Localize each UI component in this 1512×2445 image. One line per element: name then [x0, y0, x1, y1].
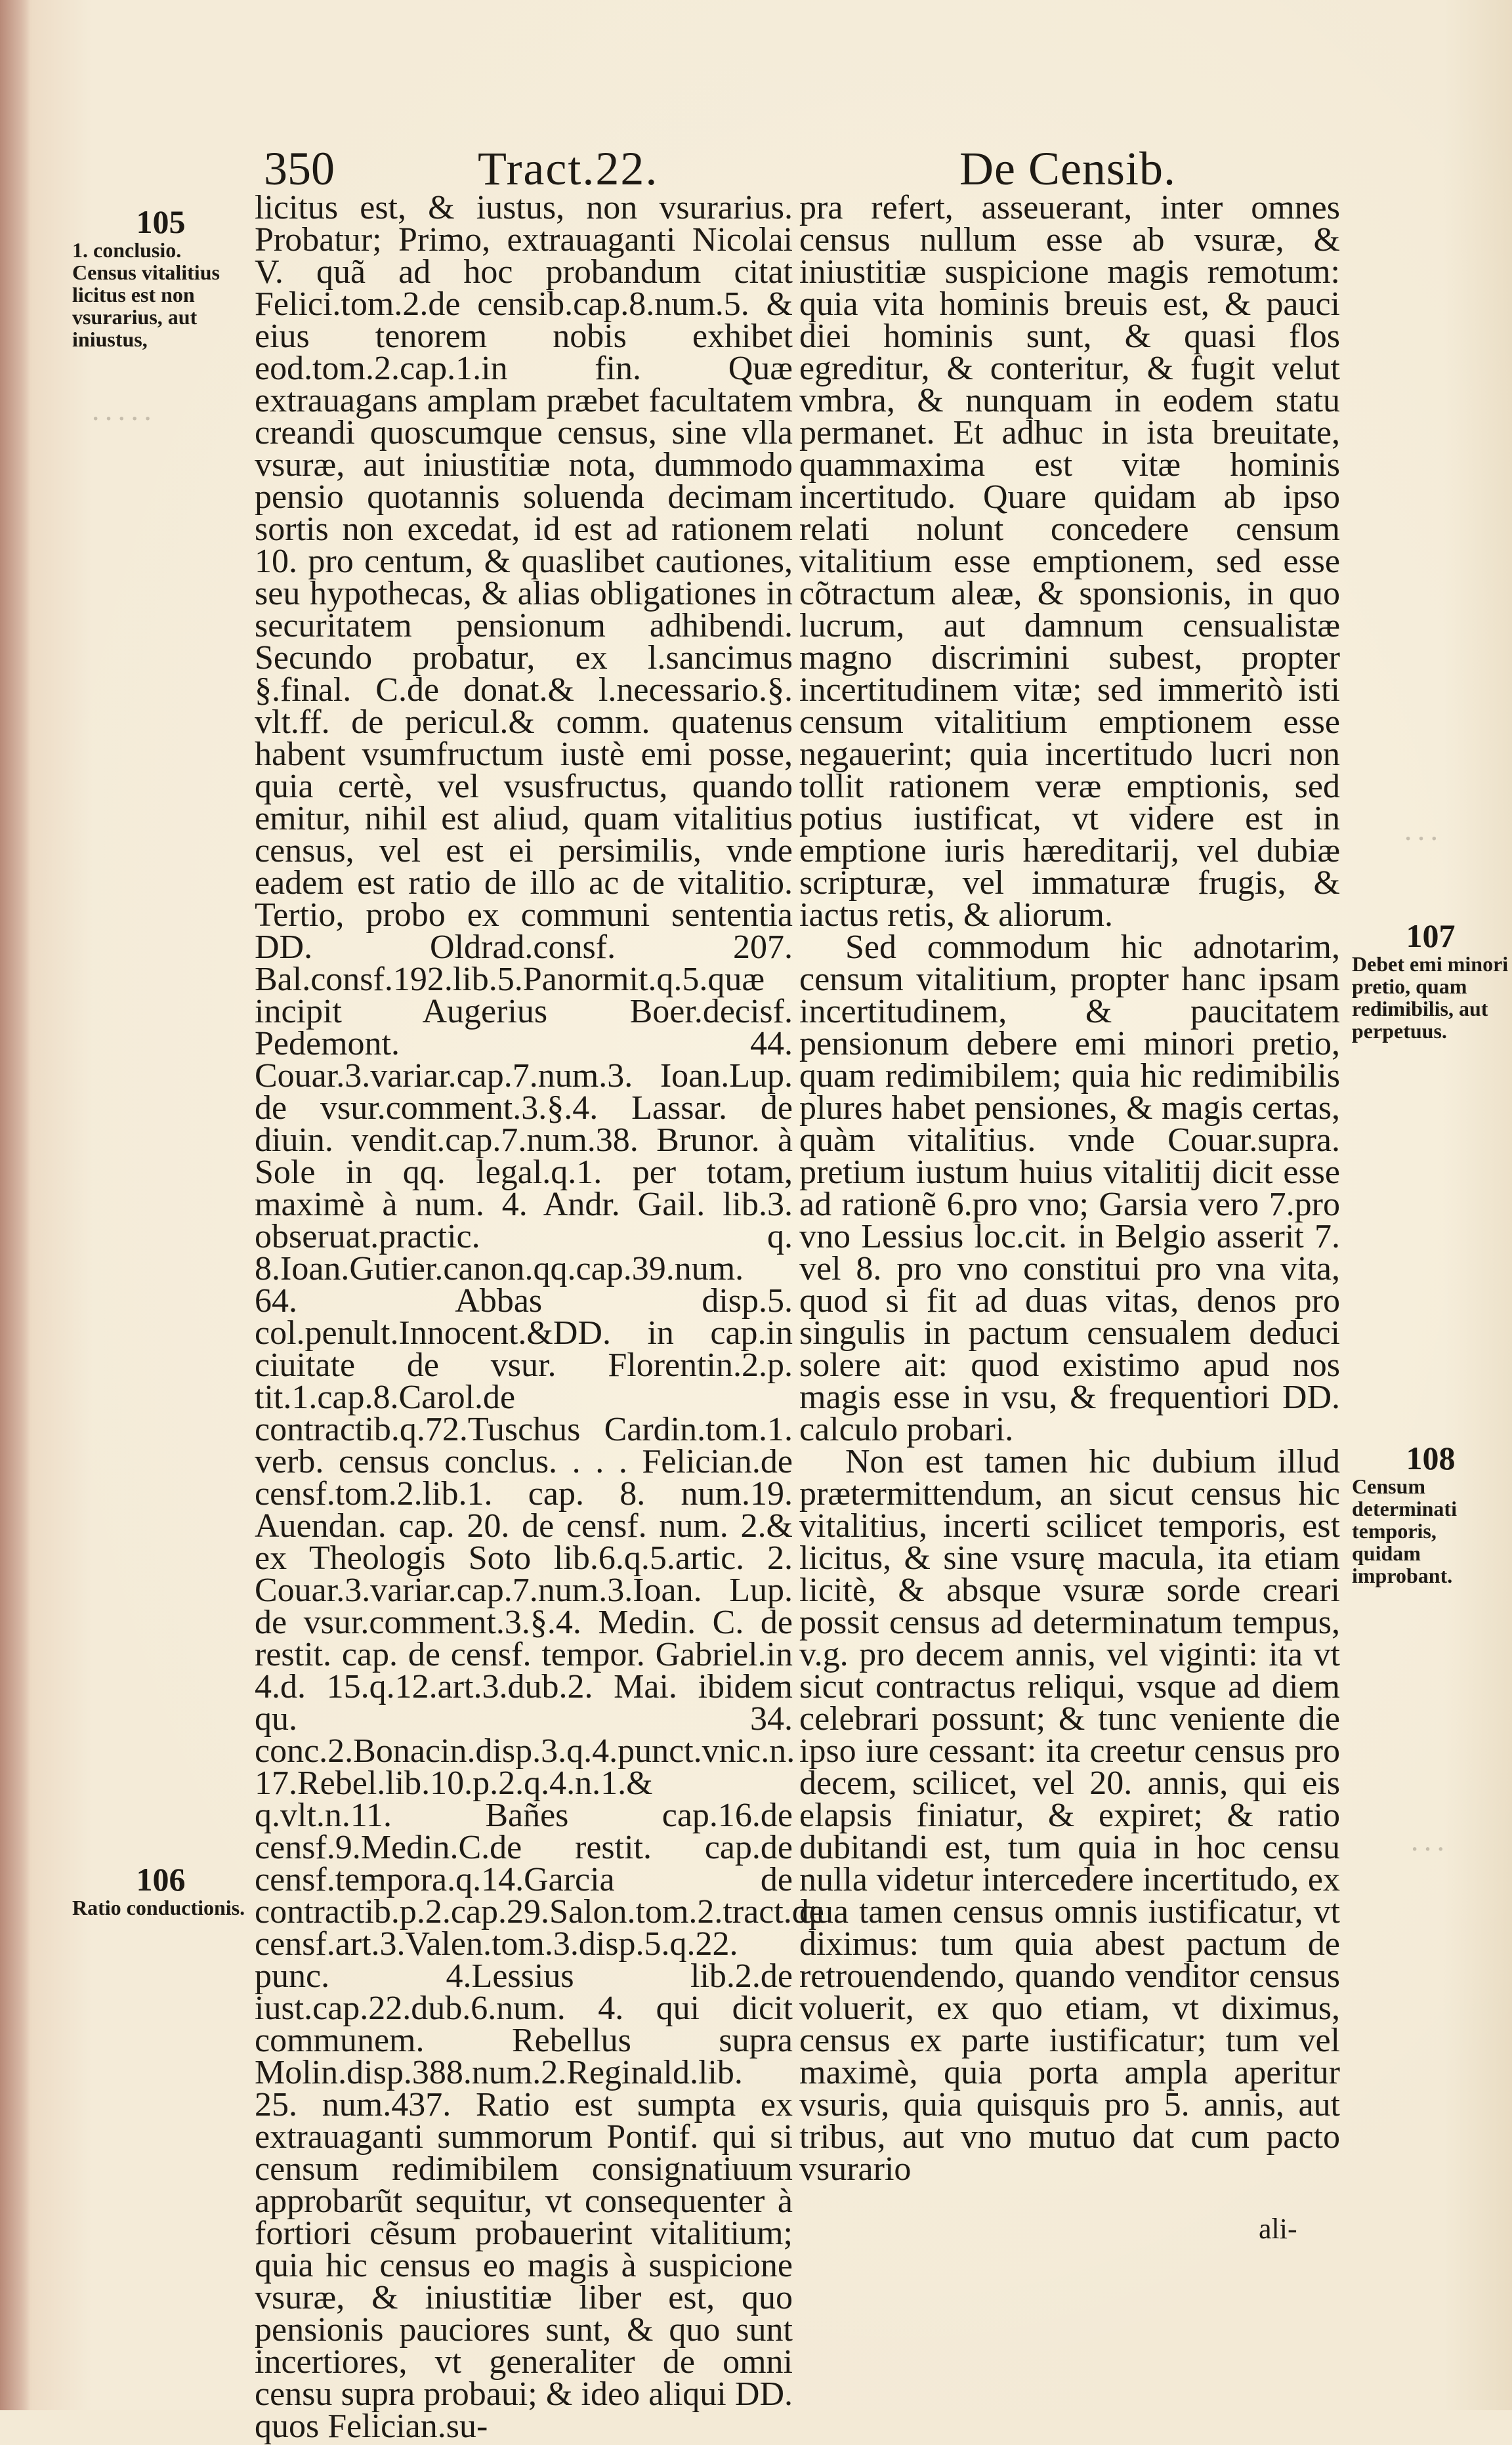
paragraph: Sed commodum hic adnotarim, censum vitalitium, propter hanc ipsam incertitudinem, & paucitatem pensionum debere emi minori pretio, quam redimibilem; quia hic redimibilis plures habet pensiones, & magis certas, quàm vitalitius. vnde Couar.supra. pretium iustum huius vitalitij dicit esse ad rationẽ 6.pro vno; Garsia vero 7.pro vno Lessius loc.cit. in Belgio asserit 7. vel 8. pro vno constitui pro vna vita, quod si fit ad duas vitas, denos pro singulis in pactum censualem deduci solere ait: quod existimo apud nos magis esse in vsu, & frequentiori DD. calculo probari.	[799, 929, 1340, 1448]
page-gutter-shadow	[0, 0, 30, 2410]
catchword: ali-	[1259, 2213, 1297, 2245]
margin-note-106	[72, 1862, 249, 1919]
running-head-right: De Censib.	[959, 142, 1176, 195]
margin-note-105	[72, 205, 249, 350]
margin-note-107	[1352, 919, 1509, 1042]
text-column-right	[799, 189, 1340, 2232]
running-head-left: Tract.22.	[478, 142, 659, 195]
text-column-left	[255, 189, 824, 2445]
page-number: 350	[264, 142, 335, 195]
margin-note-text: Debet emi minori pretio, quam redimibilis, aut perpetuus.	[1352, 952, 1509, 1043]
show-through-mark: · · ·	[1411, 1837, 1445, 1862]
margin-note-text: 1. conclusio. Census vitalitius licitus est non vsurarius, aut iniustus,	[72, 238, 220, 351]
margin-note-108	[1352, 1441, 1509, 1587]
margin-note-text: Ratio conductionis.	[72, 1896, 245, 1919]
show-through-mark: · · ·	[1404, 827, 1438, 851]
margin-note-number: 105	[136, 203, 186, 240]
paragraph: licitus est, & iustus, non vsurarius. Probatur; Primo, extrauaganti Nicolai V. quã ad hoc probandum citat Felici.tom.2.de censib.cap.8.num.5. & eius tenorem nobis exhibet eod.tom.2.cap.1.in fin. Quæ extrauagans amplam præbet facultatem creandi quoscumque census, sine vlla vsuræ, aut iniustitiæ nota, dummodo pensio quotannis soluenda decimam sortis non excedat, id est ad rationem 10. pro centum, & quaslibet cautiones, seu hypothecas, & alias obligationes in securitatem pensionum adhibendi. Secundo probatur, ex l.sancimus §.final. C.de donat.& l.necessario.§. vlt.ff. de pericul.& comm. quatenus habent vsumfructum iustè emi posse, quia certè, vel vsusfructus, quando emitur, nihil est aliud, quam vitalitius census, vel est ei persimilis, vnde eadem est ratio de illo ac de vitalitio. Tertio, probo ex communi sententia DD. Oldrad.consf. 207. Bal.consf.192.lib.5.Panormit.q.5.quæ incipit Augerius Boer.decisf. Pedemont. 44. Couar.3.variar.cap.7.num.3. Ioan.Lup. de vsur.comment.3.§.4. Lassar. de diuin. vendit.cap.7.num.38. Brunor. à Sole in qq. legal.q.1. per totam, maximè à num. 4. Andr. Gail. lib.3. obseruat.practic. q. 8.Ioan.Gutier.canon.qq.cap.39.num. 64. Abbas disp.5. col.penult.Innocent.&DD. in cap.in ciuitate de vsur. Florentin.2.p. tit.1.cap.8.Carol.de contractib.q.72.Tuschus Cardin.tom.1. verb. census conclus. . . . Felician.de censf.tom.2.lib.1. cap. 8. num.19. Auendan. cap. 20. de censf. num. 2.& ex Theologis Soto lib.6.q.5.artic. 2. Couar.3.variar.cap.7.num.3.Ioan. Lup. de vsur.comment.3.§.4. Medin. C. de restit. cap. de censf. tempor. Gabriel.in 4.d. 15.q.12.art.3.dub.2. Mai. ibidem qu. 34. conc.2.Bonacin.disp.3.q.4.punct.vnic.n. 17.Rebel.lib.10.p.2.q.4.n.1.& q.vlt.n.11. Bañes cap.16.de censf.9.Medin.C.de restit. cap.de censf.tempora.q.14.Garcia de contractib.p.2.cap.29.Salon.tom.2.tract.de censf.art.3.Valen.tom.3.disp.5.q.22. punc. 4.Lessius lib.2.de iust.cap.22.dub.6.num. 4. qui dicit communem. Rebellus supra Molin.disp.388.num.2.Reginald.lib. 25. num.437. Ratio est sumpta ex extrauaganti summorum Pontif. qui si censum redimibilem consignatiuum approbarũt sequitur, vt consequenter à fortiori cẽsum probauerint vitalitium; quia hic census eo magis à suspicione vsuræ, & iniustitiæ liber est, quo pensionis pauciores sunt, & quo sunt incertiores, vt generaliter de omni censu supra probaui; & ideo aliqui DD. quos Felician.su-	[255, 189, 824, 2445]
margin-note-text: Censum determinati temporis, quidam improbant.	[1352, 1474, 1457, 1587]
paragraph: Non est tamen hic dubium illud prætermittendum, an sicut census hic vitalitius, incerti scilicet temporis, est licitus, & sine vsurę macula, ita etiam licitè, & absque vsuræ sorde creari possit census ad determinatum tempus, v.g. pro decem annis, vel viginti: ita vt sicut contractus reliqui, vsque ad diem celebrari possunt; & tunc veniente die ipso iure cessant: ita creetur census pro decem, scilicet, vel 20. annis, qui eis elapsis finiatur, & expiret; & ratio dubitandi est, tum quia in hoc censu nulla videtur intercedere incertitudo, ex qua tamen census omnis iustificatur, vt diximus: tum quia abest pactum de retrouendendo, quando venditor census voluerit, ex quo etiam, vt diximus, census ex parte iustificatur; tum vel maximè, quia porta ampla aperitur vsuris, quia quisquis pro 5. annis, aut tribus, aut vno mutuo dat cum pacto vsurario	[799, 1443, 1340, 2188]
paragraph: pra refert, asseuerant, inter omnes census nullum esse ab vsuræ, & iniustitiæ suspicione magis remotum: quia vita hominis breuis est, & pauci diei hominis sunt, & quasi flos egreditur, & conteritur, & fugit velut vmbra, & nunquam in eodem statu permanet. Et adhuc in ista breuitate, quammaxima est vitæ hominis incertitudo. Quare quidam ab ipso relati nolunt concedere censum vitalitium esse emptionem, sed esse cõtractum aleæ, & sponsionis, in quo lucrum, aut damnum censualistæ magno discrimini subest, propter incertitudinem vitæ; sed immeritò isti censum vitalitium emptionem esse negauerint; quia incertitudo lucri non tollit rationem veræ emptionis, sed potius iustificat, vt videre est in emptione iuris hæreditarij, vel dubiæ scripturæ, vel immaturæ frugis, & iactus retis, & aliorum.	[799, 189, 1340, 934]
show-through-mark: · · · · ·	[92, 407, 152, 431]
margin-note-number: 107	[1406, 917, 1456, 954]
margin-note-number: 106	[136, 1861, 186, 1898]
margin-note-number: 108	[1406, 1440, 1456, 1476]
